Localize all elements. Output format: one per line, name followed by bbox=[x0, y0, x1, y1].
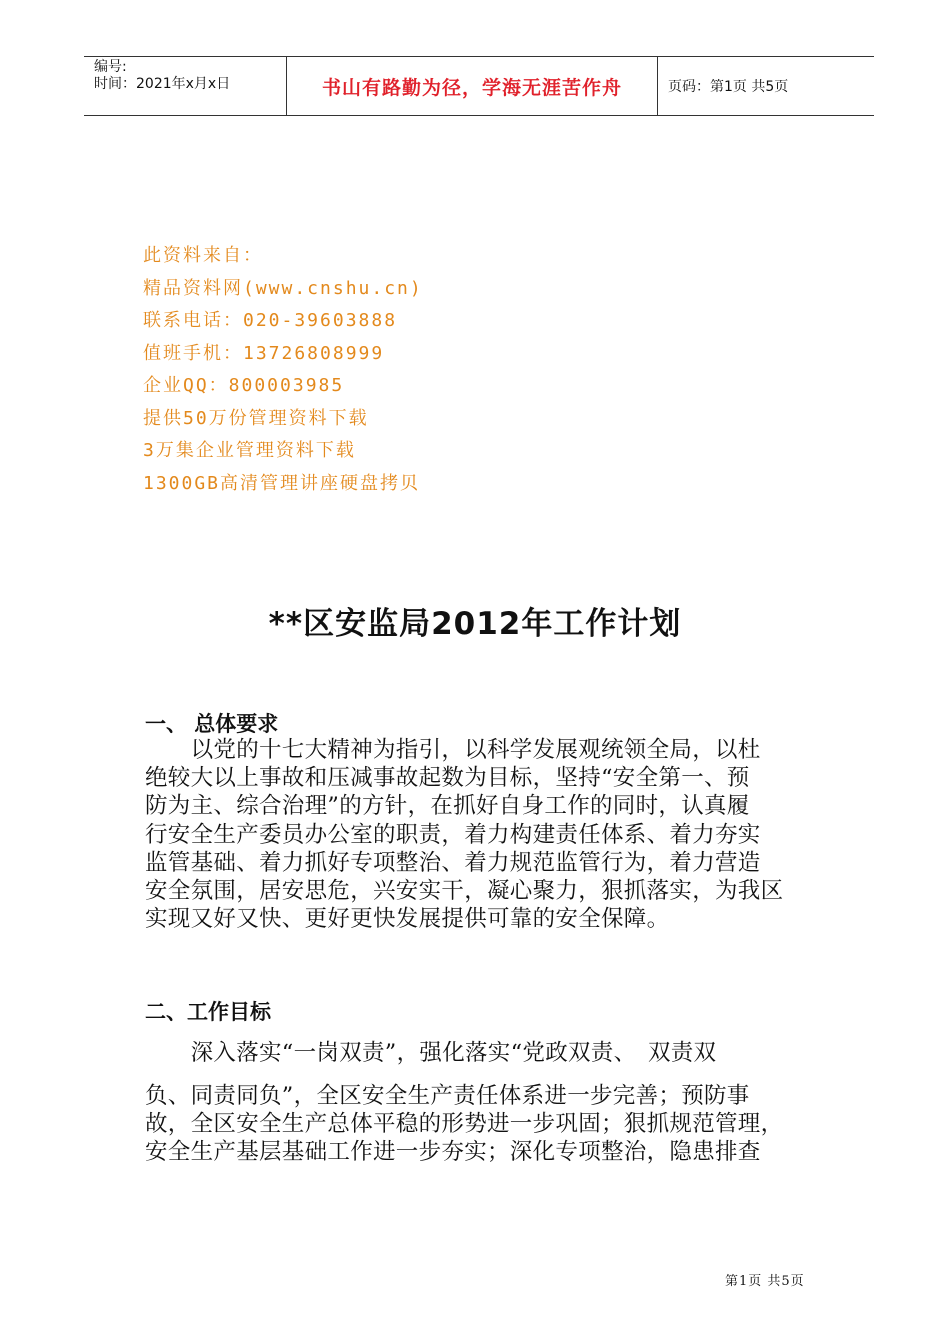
document-title: **区安监局2012年工作计划 bbox=[268, 606, 682, 642]
paragraph-line: 以党的十七大精神为指引，以科学发展观统领全局，以杜 bbox=[145, 737, 761, 763]
paragraph-line: 防为主、综合治理”的方针，在抓好自身工作的同时，认真履 bbox=[145, 793, 750, 820]
source-line: 精品资料网(www.cnshu.cn) bbox=[143, 277, 423, 299]
paragraph-line: 实现又好又快、更好更快发展提供可靠的安全保障。 bbox=[145, 906, 670, 933]
paragraph-line: 安全生产基层基础工作进一步夯实；深化专项整治，隐患排查 bbox=[145, 1139, 761, 1166]
source-info-block bbox=[143, 240, 423, 500]
document-time-label: 时间：2021年x月x日 bbox=[94, 76, 231, 92]
paragraph-line: 负、同责同负”，全区安全生产责任体系进一步完善；预防事 bbox=[145, 1083, 750, 1109]
source-line: 3万集企业管理资料下载 bbox=[143, 440, 356, 461]
section-heading-work-goals: 二、工作目标 bbox=[145, 1000, 271, 1024]
page-header bbox=[84, 56, 874, 116]
paragraph-line: 安全氛围，居安思危，兴安实干，凝心聚力，狠抓落实，为我区 bbox=[145, 877, 784, 904]
source-line: 值班手机：13726808999 bbox=[143, 342, 385, 364]
paragraph-line: 深入落实“一岗双责”，强化落实“党政双责、 双责双 bbox=[145, 1040, 717, 1066]
document-number-label: 编号: bbox=[94, 59, 127, 75]
section-paragraph-work-goals bbox=[145, 1082, 825, 1167]
section-first-line-work-goals bbox=[145, 1039, 825, 1067]
paragraph-line: 故，全区安全生产总体平稳的形势进一步巩固；狠抓规范管理， bbox=[145, 1111, 784, 1138]
paragraph-line: 绝较大以上事故和压减事故起数为目标，坚持“安全第一、预 bbox=[145, 765, 750, 792]
paragraph-line: 监管基础、着力抓好专项整治、着力规范监管行为，着力营造 bbox=[145, 849, 761, 876]
header-page-label: 页码：第1页 共5页 bbox=[668, 79, 789, 95]
paragraph-line: 行安全生产委员办公室的职责，着力构建责任体系、着力夯实 bbox=[145, 821, 761, 848]
source-line: 1300GB高清管理讲座硬盘拷贝 bbox=[143, 472, 421, 494]
header-motto: 书山有路勤为径，学海无涯苦作舟 bbox=[286, 57, 658, 115]
source-line: 提供50万份管理资料下载 bbox=[143, 407, 369, 429]
page-footer: 第1页 共5页 bbox=[725, 1274, 805, 1289]
source-line: 企业QQ：800003985 bbox=[143, 375, 345, 396]
section-heading-general-requirements: 一、 总体要求 bbox=[145, 712, 279, 736]
header-meta bbox=[84, 57, 286, 115]
source-line: 此资料来自： bbox=[143, 245, 263, 266]
source-line: 联系电话：020-39603888 bbox=[143, 310, 398, 331]
section-paragraph-general-requirements bbox=[145, 736, 825, 933]
